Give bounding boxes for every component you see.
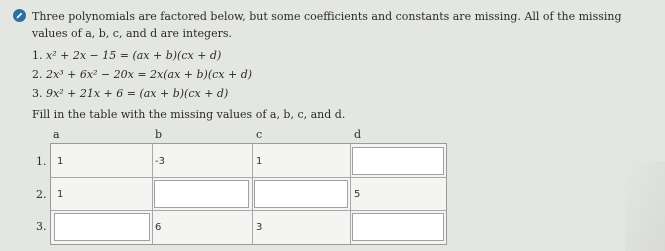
answer-table	[50, 143, 447, 245]
cell-2-d: 5	[354, 189, 361, 200]
problem-label: 2.	[32, 68, 43, 81]
question-intro: Three polynomials are factored below, but some coefficients and constants are missing. All of the missing values of a, b, c, and d are integers.	[32, 10, 622, 40]
column-header-c: c	[256, 128, 263, 141]
input-2-c[interactable]	[254, 180, 348, 208]
column-header-b: b	[155, 128, 163, 141]
cell-1-a: 1	[57, 156, 64, 167]
problem-3	[32, 87, 228, 101]
column-header-d: d	[354, 128, 362, 141]
column-header-a: a	[53, 128, 60, 141]
cell-1-b: -3	[155, 156, 165, 167]
problem-equation: x² + 2x − 15 = (ax + b)(cx + d)	[46, 49, 222, 62]
cell-1-c: 1	[256, 156, 263, 167]
row-label-2: 2.	[36, 188, 47, 201]
instruction: Fill in the table with the missing values of a, b, c, and d.	[32, 108, 346, 121]
cell-3-b: 6	[155, 222, 162, 233]
problem-2	[32, 68, 252, 82]
problem-label: 1.	[32, 49, 43, 62]
column-divider	[350, 144, 351, 244]
input-3-a[interactable]	[54, 213, 150, 241]
row-label-3: 3.	[36, 220, 47, 233]
cell-2-a: 1	[57, 189, 64, 200]
problem-equation: 9x² + 21x + 6 = (ax + b)(cx + d)	[46, 87, 229, 100]
row-divider	[51, 177, 446, 178]
row-label-1: 1.	[36, 155, 47, 168]
column-divider	[252, 144, 253, 244]
problem-1	[32, 49, 221, 63]
row-divider	[51, 210, 446, 211]
input-1-d[interactable]	[352, 147, 444, 175]
cell-3-c: 3	[256, 222, 263, 233]
page-shadow	[625, 161, 665, 251]
pencil-icon	[13, 9, 26, 22]
input-3-d[interactable]	[352, 213, 444, 241]
input-2-b[interactable]	[154, 180, 249, 208]
problem-label: 3.	[32, 87, 43, 100]
column-divider	[152, 144, 153, 244]
problem-equation: 2x³ + 6x² − 20x = 2x(ax + b)(cx + d)	[46, 68, 253, 81]
